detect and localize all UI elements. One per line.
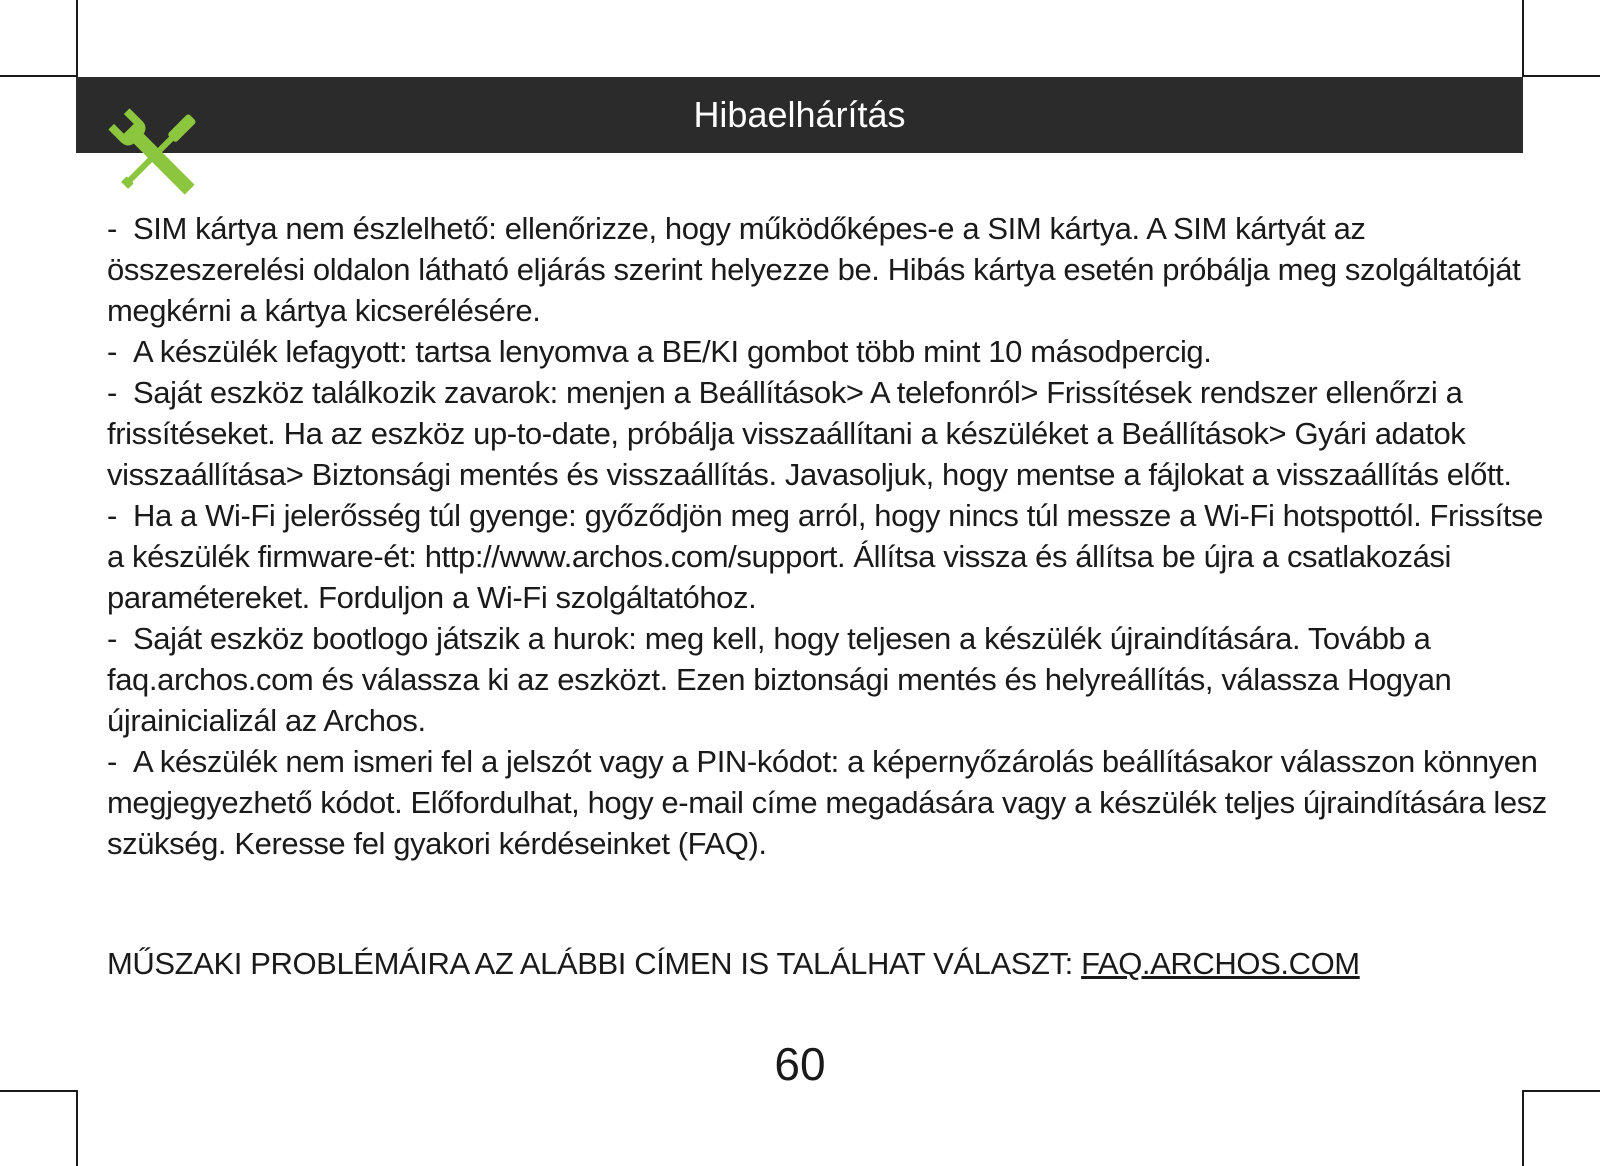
- list-item-text: A készülék nem ismeri fel a jelszót vagy a PIN-kódot: a képernyőzárolás beállításakor válasszon könnyen megjegyezhető kódot. Előfordulhat, hogy e-mail címe megadására vagy a készülék teljes újraindítására lesz szükség. Keresse fel gyakori kérdéseinket (FAQ).: [107, 744, 1547, 861]
- troubleshooting-list: [107, 208, 1547, 864]
- crop-mark-bottom-right-v: [1522, 1090, 1524, 1166]
- list-dash: -: [107, 334, 117, 369]
- list-item: [107, 618, 1547, 741]
- list-item: [107, 741, 1547, 864]
- list-item-text: Ha a Wi-Fi jelerősség túl gyenge: győződjön meg arról, hogy nincs túl messze a Wi-Fi hotspottól. Frissítse a készülék firmware-ét: http://www.archos.com/support. Állítsa vissza és állítsa be újra a csatlakozási paramétereket. Forduljon a Wi-Fi szolgáltatóhoz.: [107, 498, 1544, 615]
- list-item: [107, 208, 1547, 331]
- list-dash: -: [107, 375, 117, 410]
- crop-mark-top-right-h: [1522, 75, 1600, 77]
- tools-icon: [100, 100, 210, 210]
- list-item-text: SIM kártya nem észlelhető: ellenőrizze, hogy működőképes-e a SIM kártya. A SIM kártyát az összeszerelési oldalon látható eljárás szerint helyezze be. Hibás kártya esetén próbálja meg szolgáltatóját megkérni a kártya kicserélésére.: [107, 211, 1521, 328]
- list-dash: -: [107, 621, 117, 656]
- list-item-text: Saját eszköz találkozik zavarok: menjen a Beállítások> A telefonról> Frissítések rendszer ellenőrzi a frissítéseket. Ha az eszköz up-to-date, próbálja visszaállítani a készüléket a Beállítások> Gyári adatok visszaállítása> Biztonsági mentés és visszaállítás. Javasoljuk, hogy mentse a fájlokat a visszaállítás előtt.: [107, 375, 1512, 492]
- section-title: Hibaelhárítás: [693, 94, 906, 135]
- list-item: [107, 372, 1547, 495]
- page-number: 60: [774, 1038, 826, 1090]
- list-dash: -: [107, 211, 117, 246]
- section-header-bar: [76, 77, 1523, 153]
- crop-mark-bottom-left-v: [76, 1090, 78, 1166]
- list-dash: -: [107, 744, 117, 779]
- crop-mark-top-right-v: [1522, 0, 1524, 77]
- faq-note-text: MŰSZAKI PROBLÉMÁIRA AZ ALÁBBI CÍMEN IS TALÁLHAT VÁLASZT:: [107, 946, 1082, 981]
- crop-mark-top-left-h: [0, 75, 77, 77]
- list-dash: -: [107, 498, 117, 533]
- list-item: [107, 495, 1547, 618]
- list-item: [107, 331, 1547, 372]
- list-item-text: Saját eszköz bootlogo játszik a hurok: meg kell, hogy teljesen a készülék újraindítására. Tovább a faq.archos.com és válassza ki az eszközt. Ezen biztonsági mentés és helyreállítás, válassza Hogyan újrainicializál az Archos.: [107, 621, 1452, 738]
- faq-link[interactable]: FAQ.ARCHOS.COM: [1081, 946, 1360, 981]
- faq-note: [107, 943, 1360, 984]
- crop-mark-top-left-v: [76, 0, 78, 77]
- list-item-text: A készülék lefagyott: tartsa lenyomva a BE/KI gombot több mint 10 másodpercig.: [133, 334, 1212, 369]
